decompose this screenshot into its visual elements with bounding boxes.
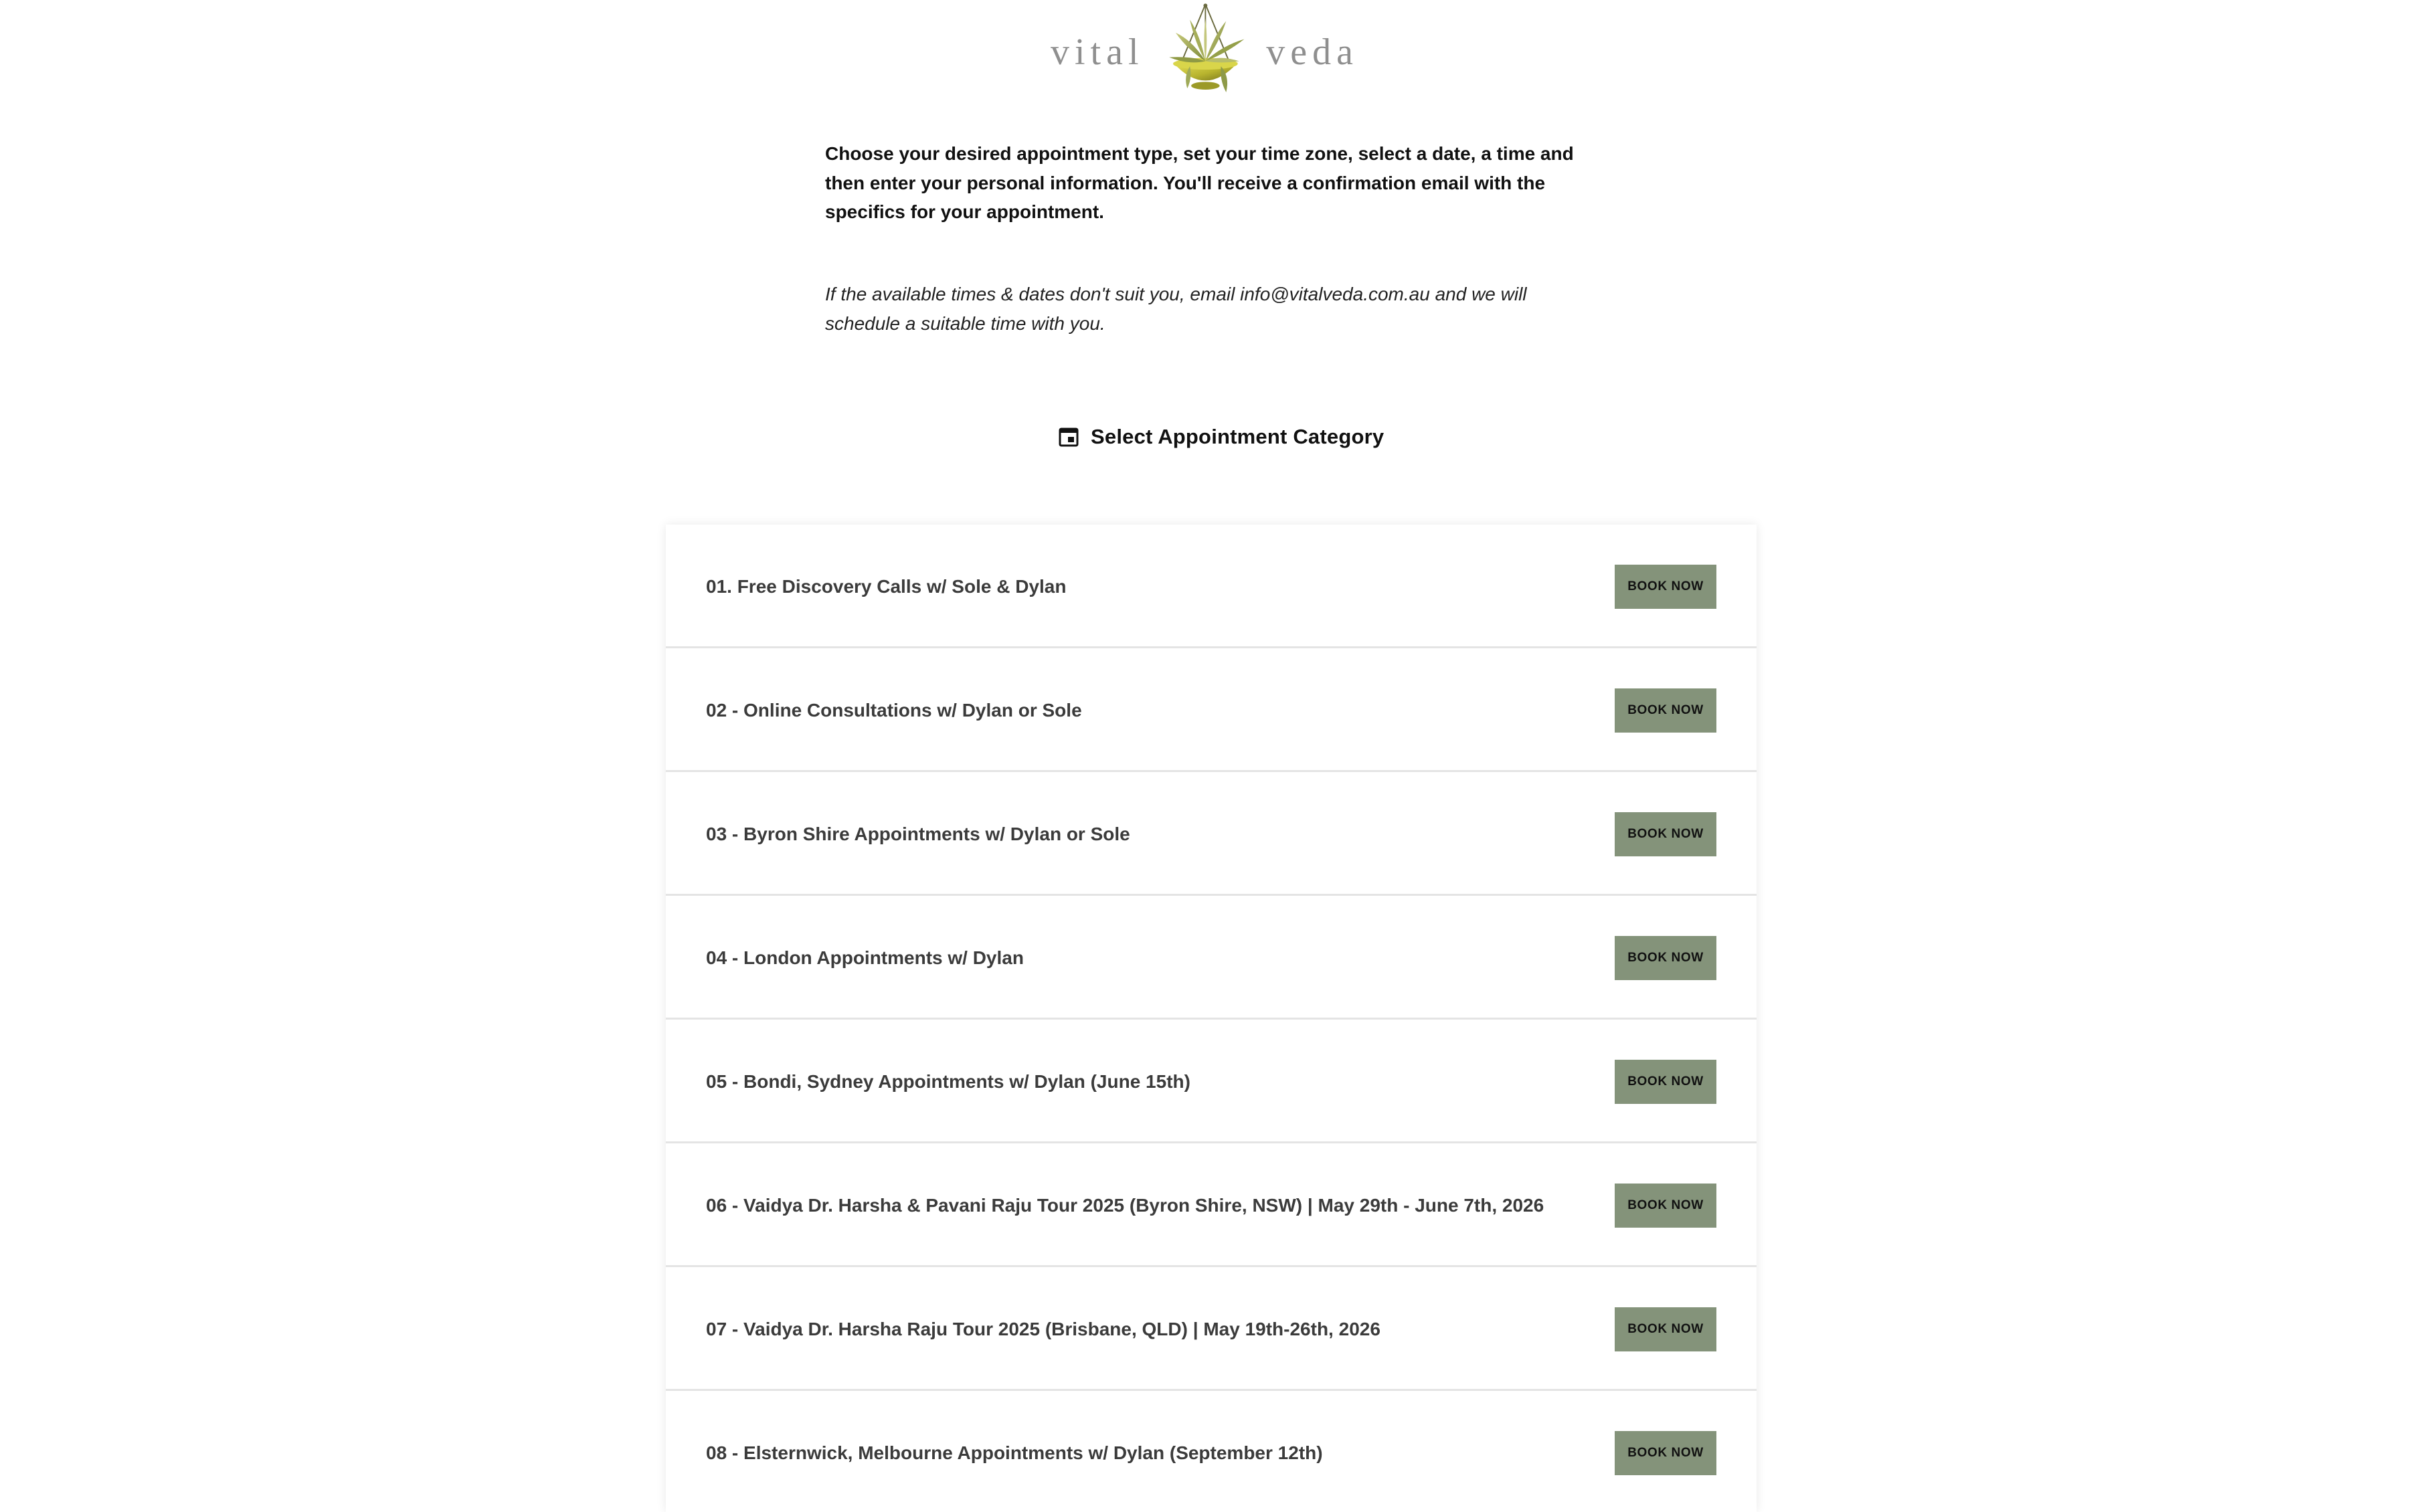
appointment-label: 05 - Bondi, Sydney Appointments w/ Dylan (June 15th): [706, 1071, 1190, 1092]
appointment-label: 06 - Vaidya Dr. Harsha & Pavani Raju Tour 2025 (Byron Shire, NSW) | May 29th - June 7th, 2026: [706, 1195, 1544, 1216]
appointment-label: 03 - Byron Shire Appointments w/ Dylan or Sole: [706, 824, 1130, 844]
vital-veda-logo[interactable]: [1051, 0, 1358, 99]
book-now-button[interactable]: BOOK NOW: [1615, 1060, 1716, 1104]
appointment-row[interactable]: [666, 648, 1757, 772]
book-now-button[interactable]: BOOK NOW: [1615, 565, 1716, 609]
category-heading: [1059, 420, 1384, 454]
hanging-herb-bowl-icon: [1154, 0, 1257, 99]
appointment-row[interactable]: [666, 1020, 1757, 1143]
book-now-button[interactable]: BOOK NOW: [1615, 1431, 1716, 1475]
category-title: Select Appointment Category: [1091, 425, 1385, 448]
availability-note: If the available times & dates don't suit you, email info@vitalveda.com.au and we will schedule a suitable time with you.: [825, 284, 1527, 334]
appointment-label: 04 - London Appointments w/ Dylan: [706, 947, 1024, 968]
appointment-row[interactable]: [666, 1391, 1757, 1512]
appointment-label: 01. Free Discovery Calls w/ Sole & Dylan: [706, 576, 1067, 597]
intro-text: Choose your desired appointment type, set your time zone, select a date, a time and then enter your personal information. You'll receive a confirmation email with the specifics for your appointment.: [825, 143, 1574, 222]
book-now-button[interactable]: BOOK NOW: [1615, 812, 1716, 856]
book-now-button[interactable]: BOOK NOW: [1615, 1184, 1716, 1228]
appointment-row[interactable]: [666, 772, 1757, 896]
logo-word-vital: vital: [1051, 31, 1144, 73]
logo-word-veda: veda: [1266, 31, 1358, 73]
appointment-label: 02 - Online Consultations w/ Dylan or Sole: [706, 700, 1082, 721]
appointment-row[interactable]: [666, 1267, 1757, 1391]
appointment-category-list: [666, 525, 1757, 1512]
appointment-row[interactable]: [666, 896, 1757, 1020]
appointment-label: 08 - Elsternwick, Melbourne Appointments w/ Dylan (September 12th): [706, 1442, 1323, 1463]
book-now-button[interactable]: BOOK NOW: [1615, 936, 1716, 980]
book-now-button[interactable]: BOOK NOW: [1615, 688, 1716, 733]
book-now-button[interactable]: BOOK NOW: [1615, 1307, 1716, 1351]
appointment-label: 07 - Vaidya Dr. Harsha Raju Tour 2025 (Brisbane, QLD) | May 19th-26th, 2026: [706, 1319, 1380, 1339]
calendar-icon: [1059, 427, 1079, 447]
appointment-row[interactable]: [666, 525, 1757, 648]
appointment-row[interactable]: [666, 1143, 1757, 1267]
